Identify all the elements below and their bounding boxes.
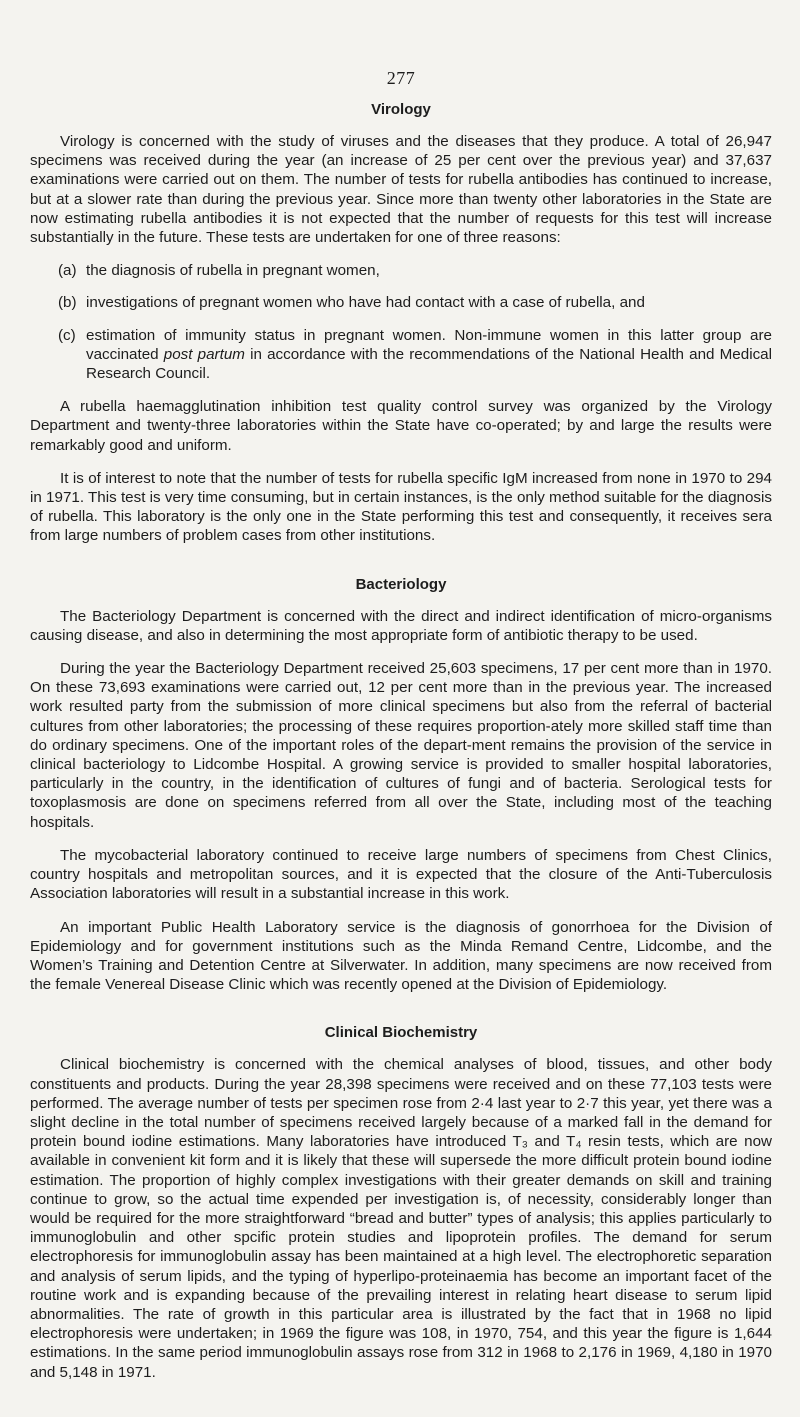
bacteriology-paragraph-3: The mycobacterial laboratory continued to receive large numbers of specimens from Chest Clinics, country hospitals and metropolitan sources, and it is expected that the closure of the Anti-Tuberculosis Association laboratories will result in a substantial increase in this work. (30, 846, 772, 903)
virology-paragraph-2: A rubella haemagglutination inhibition test quality control survey was organized by the Virology Department and twenty-three laboratories within the State have co-operated; by and large the results were remarkably good and uniform. (30, 398, 772, 454)
document-page (30, 68, 772, 1396)
bacteriology-paragraph-1: The Bacteriology Department is concerned with the direct and indirect identification of micro-organisms causing disease, and also in determining the most appropriate form of antibiotic therapy to be used. (30, 607, 772, 644)
list-item (30, 261, 772, 280)
list-item-label: (b) (58, 294, 77, 312)
section-virology (30, 101, 772, 546)
heading-clinical-biochemistry: Clinical Biochemistry (324, 1024, 478, 1042)
list-item (30, 293, 772, 312)
section-bacteriology (30, 576, 772, 995)
section-clinical-biochemistry (30, 1024, 772, 1381)
list-item-text: investigations of pregnant women who have had contact with a case of rubella, and (86, 294, 645, 312)
list-item-label: (a) (58, 262, 77, 280)
heading-virology: Virology (371, 101, 431, 118)
virology-reasons-list (30, 261, 772, 383)
virology-paragraph-1: Virology is concerned with the study of viruses and the diseases that they produce. A total of 26,947 specimens was received during the year (an increase of 25 per cent over the previous year) and 37,637 examinations were carried out on them. The number of tests for rubella antibodies has continued to increase, but at a slower rate than during the previous year. Since more than twenty other laboratories in the State are now estimating rubella antibodies it is not expected that the number of requests for this test will increase substantially in the future. These tests are undertaken for one of three reasons: (30, 133, 772, 247)
bacteriology-paragraph-2: During the year the Bacteriology Department received 25,603 specimens, 17 per cent more than in 1970. On these 73,693 examinations were carried out, 12 per cent more than in the previous year. The increased work resulted party from the submission of more clinical specimens but also from the referral of bacterial cultures from other laboratories; the processing of these requires proportion-ately more skilled staff time than do ordinary specimens. One of the important roles of the depart-ment remains the provision of the service in clinical bacteriology to Lidcombe Hospital. A growing service is provided to smaller hospital laboratories, particularly in the country, in the identification of cultures of fungi and of bacteria. Serological tests for toxoplasmosis are done on specimens referred from all over the State, including most of the teaching hospitals. (30, 660, 772, 831)
list-item (30, 326, 772, 384)
virology-paragraph-3: It is of interest to note that the number of tests for rubella specific IgM increased from none in 1970 to 294 in 1971. This test is very time consuming, but in certain instances, is the only method suitable for the diagnosis of rubella. This laboratory is the only one in the State performing this test and consequently, it receives sera from large numbers of problem cases from other institutions. (30, 469, 772, 545)
italic-term: post partum (163, 345, 245, 363)
list-item-text: the diagnosis of rubella in pregnant women, (86, 262, 380, 280)
biochemistry-paragraph-1: Clinical biochemistry is concerned with the chemical analyses of blood, tissues, and other body constituents and products. During the year 28,398 specimens were received and on these 77,103 tests were performed. The average number of tests per specimen rose from 2·4 last year to 2·7 this year, yet there was a slight decline in the total number of specimens received largely because of a marked fall in the demand for protein bound iodine estimations. Many laboratories have introduced T₃ and T₄ resin tests, which are now available in convenient kit form and it is likely that these will supersede the more difficult protein bound iodine estimation. The proportion of highly complex investigations with their greater demands on skill and training continue to grow, so the actual time expended per investigation is, of necessity, considerably longer than would be required for the more straightforward “bread and butter” types of analysis; this applies particularly to immunoglobulin and other spcific protein studies and lipoprotein profiles. The demand for serum electrophoresis for immunoglobulin assay has been maintained at a high level. The electrophoretic separation and analysis of serum lipids, and the typing of hyperlipo-proteinaemia has become an important facet of the routine work and is expanding because of the prevailing interest in relating heart disease to serum lipid abnormalities. The rate of growth in this particular area is illustrated by the fact that in 1968 no lipid electrophoresis were undertaken; in 1969 the figure was 108, in 1970, 754, and this year the figure is 1,644 estimations. In the same period immunoglobulin assays rose from 312 in 1968 to 2,176 in 1969, 4,180 in 1970 and 5,148 in 1971. (30, 1056, 772, 1381)
page-number: 277 (386, 68, 416, 88)
list-item-text-end: in accordance with the recommendations of the National Health and Medical Research Council. (86, 345, 772, 383)
heading-bacteriology: Bacteriology (355, 575, 447, 593)
list-item-text-start: estimation of immunity status in pregnant women. Non-immune women in this latter group are vaccinated (86, 326, 772, 363)
bacteriology-paragraph-4: An important Public Health Laboratory service is the diagnosis of gonorrhoea for the Division of Epidemiology and for government institutions such as the Minda Remand Centre, Lidcombe, and the Women’s Training and Detention Centre at Silverwater. In addition, many specimens are now received from the female Venereal Disease Clinic which was recently opened at the Division of Epidemiology. (30, 918, 772, 994)
list-item-label: (c) (58, 326, 76, 344)
list-item-text (86, 326, 772, 384)
